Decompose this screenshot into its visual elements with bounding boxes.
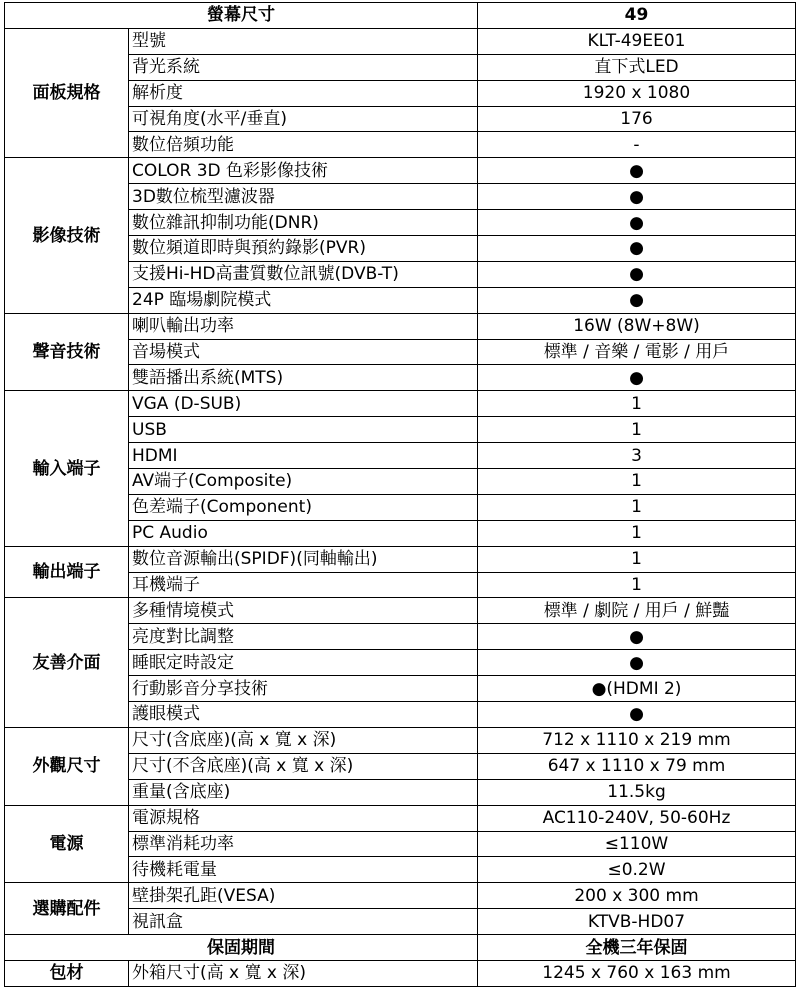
spec-item-label: 24P 臨場劇院模式 xyxy=(129,287,478,313)
spec-table-body xyxy=(5,3,796,987)
spec-item-label: 尺寸(不含底座)(高 x 寬 x 深) xyxy=(129,753,478,779)
spec-item-value: ●(HDMI 2) xyxy=(478,676,796,702)
spec-row xyxy=(5,960,796,986)
spec-item-label: 行動影音分享技術 xyxy=(129,676,478,702)
spec-item-label: HDMI xyxy=(129,443,478,469)
spec-item-label: 尺寸(含底座)(高 x 寬 x 深) xyxy=(129,727,478,753)
spec-item-label: 色差端子(Component) xyxy=(129,494,478,520)
section-header-value: 全機三年保固 xyxy=(478,935,796,961)
spec-item-label: 喇叭輸出功率 xyxy=(129,313,478,339)
spec-item-value: 1 xyxy=(478,469,796,495)
spec-item-value: 647 x 1110 x 79 mm xyxy=(478,753,796,779)
spec-item-label: 解析度 xyxy=(129,80,478,106)
supported-dot-icon: ● xyxy=(478,184,796,210)
spec-item-value: ≤0.2W xyxy=(478,857,796,883)
spec-item-value: KLT-49EE01 xyxy=(478,28,796,54)
spec-row xyxy=(5,313,796,339)
spec-item-label: 標準消耗功率 xyxy=(129,831,478,857)
spec-item-label: 數位雜訊抑制功能(DNR) xyxy=(129,210,478,236)
spec-item-value: 標準 / 音樂 / 電影 / 用戶 xyxy=(478,339,796,365)
section-header-label: 保固期間 xyxy=(5,935,478,961)
spec-item-label: 護眼模式 xyxy=(129,702,478,728)
spec-item-value: 16W (8W+8W) xyxy=(478,313,796,339)
spec-item-value: 1245 x 760 x 163 mm xyxy=(478,960,796,986)
spec-item-label: 重量(含底座) xyxy=(129,779,478,805)
category-label: 包材 xyxy=(5,960,129,986)
spec-row xyxy=(5,391,796,417)
category-label: 外觀尺寸 xyxy=(5,727,129,805)
spec-row xyxy=(5,158,796,184)
spec-item-label: 可視角度(水平/垂直) xyxy=(129,106,478,132)
supported-dot-icon: ● xyxy=(478,261,796,287)
supported-dot-icon: ● xyxy=(478,365,796,391)
spec-row xyxy=(5,935,796,961)
category-label: 電源 xyxy=(5,805,129,883)
supported-dot-icon: ● xyxy=(478,650,796,676)
spec-item-value: 直下式LED xyxy=(478,54,796,80)
spec-item-value: 1 xyxy=(478,417,796,443)
section-header-label: 螢幕尺寸 xyxy=(5,3,478,29)
spec-item-label: 睡眠定時設定 xyxy=(129,650,478,676)
spec-item-value: 1 xyxy=(478,391,796,417)
spec-item-label: 壁掛架孔距(VESA) xyxy=(129,883,478,909)
spec-item-label: 視訊盒 xyxy=(129,909,478,935)
category-label: 友善介面 xyxy=(5,598,129,727)
spec-item-value: 1 xyxy=(478,546,796,572)
spec-item-label: 背光系統 xyxy=(129,54,478,80)
spec-item-label: 亮度對比調整 xyxy=(129,624,478,650)
supported-dot-icon: ● xyxy=(478,236,796,262)
spec-item-label: VGA (D-SUB) xyxy=(129,391,478,417)
spec-item-label: 耳機端子 xyxy=(129,572,478,598)
spec-item-label: 電源規格 xyxy=(129,805,478,831)
category-label: 面板規格 xyxy=(5,28,129,157)
spec-item-label: 型號 xyxy=(129,28,478,54)
spec-item-value: 1 xyxy=(478,520,796,546)
spec-item-label: 支援Hi-HD高畫質數位訊號(DVB-T) xyxy=(129,261,478,287)
spec-row xyxy=(5,805,796,831)
spec-item-value: 1 xyxy=(478,494,796,520)
spec-row xyxy=(5,598,796,624)
spec-item-value: - xyxy=(478,132,796,158)
category-label: 輸入端子 xyxy=(5,391,129,546)
spec-item-label: 外箱尺寸(高 x 寬 x 深) xyxy=(129,960,478,986)
spec-item-label: USB xyxy=(129,417,478,443)
spec-item-value: 200 x 300 mm xyxy=(478,883,796,909)
spec-item-label: PC Audio xyxy=(129,520,478,546)
section-header-value: 49 xyxy=(478,3,796,29)
spec-item-value: 1920 x 1080 xyxy=(478,80,796,106)
spec-item-value: AC110-240V, 50-60Hz xyxy=(478,805,796,831)
spec-item-value: 標準 / 劇院 / 用戶 / 鮮豔 xyxy=(478,598,796,624)
spec-row xyxy=(5,727,796,753)
spec-table xyxy=(4,2,796,987)
spec-item-label: 待機耗電量 xyxy=(129,857,478,883)
spec-item-label: 數位音源輸出(SPIDF)(同軸輸出) xyxy=(129,546,478,572)
spec-row xyxy=(5,883,796,909)
spec-item-label: 數位頻道即時與預約錄影(PVR) xyxy=(129,236,478,262)
spec-item-label: 雙語播出系統(MTS) xyxy=(129,365,478,391)
spec-item-label: AV端子(Composite) xyxy=(129,469,478,495)
spec-item-value: KTVB-HD07 xyxy=(478,909,796,935)
category-label: 聲音技術 xyxy=(5,313,129,391)
spec-item-value: 3 xyxy=(478,443,796,469)
spec-item-value: 11.5kg xyxy=(478,779,796,805)
supported-dot-icon: ● xyxy=(478,624,796,650)
spec-row xyxy=(5,28,796,54)
spec-item-value: ≤110W xyxy=(478,831,796,857)
spec-item-label: 3D數位梳型濾波器 xyxy=(129,184,478,210)
supported-dot-icon: ● xyxy=(478,158,796,184)
spec-item-label: COLOR 3D 色彩影像技術 xyxy=(129,158,478,184)
spec-item-value: 176 xyxy=(478,106,796,132)
spec-item-label: 數位倍頻功能 xyxy=(129,132,478,158)
supported-dot-icon: ● xyxy=(478,287,796,313)
supported-dot-icon: ● xyxy=(478,702,796,728)
spec-item-value: 1 xyxy=(478,572,796,598)
category-label: 選購配件 xyxy=(5,883,129,935)
supported-dot-icon: ● xyxy=(478,210,796,236)
category-label: 輸出端子 xyxy=(5,546,129,598)
spec-item-label: 多種情境模式 xyxy=(129,598,478,624)
spec-row xyxy=(5,546,796,572)
spec-item-label: 音場模式 xyxy=(129,339,478,365)
category-label: 影像技術 xyxy=(5,158,129,313)
spec-item-value: 712 x 1110 x 219 mm xyxy=(478,727,796,753)
spec-row xyxy=(5,3,796,29)
